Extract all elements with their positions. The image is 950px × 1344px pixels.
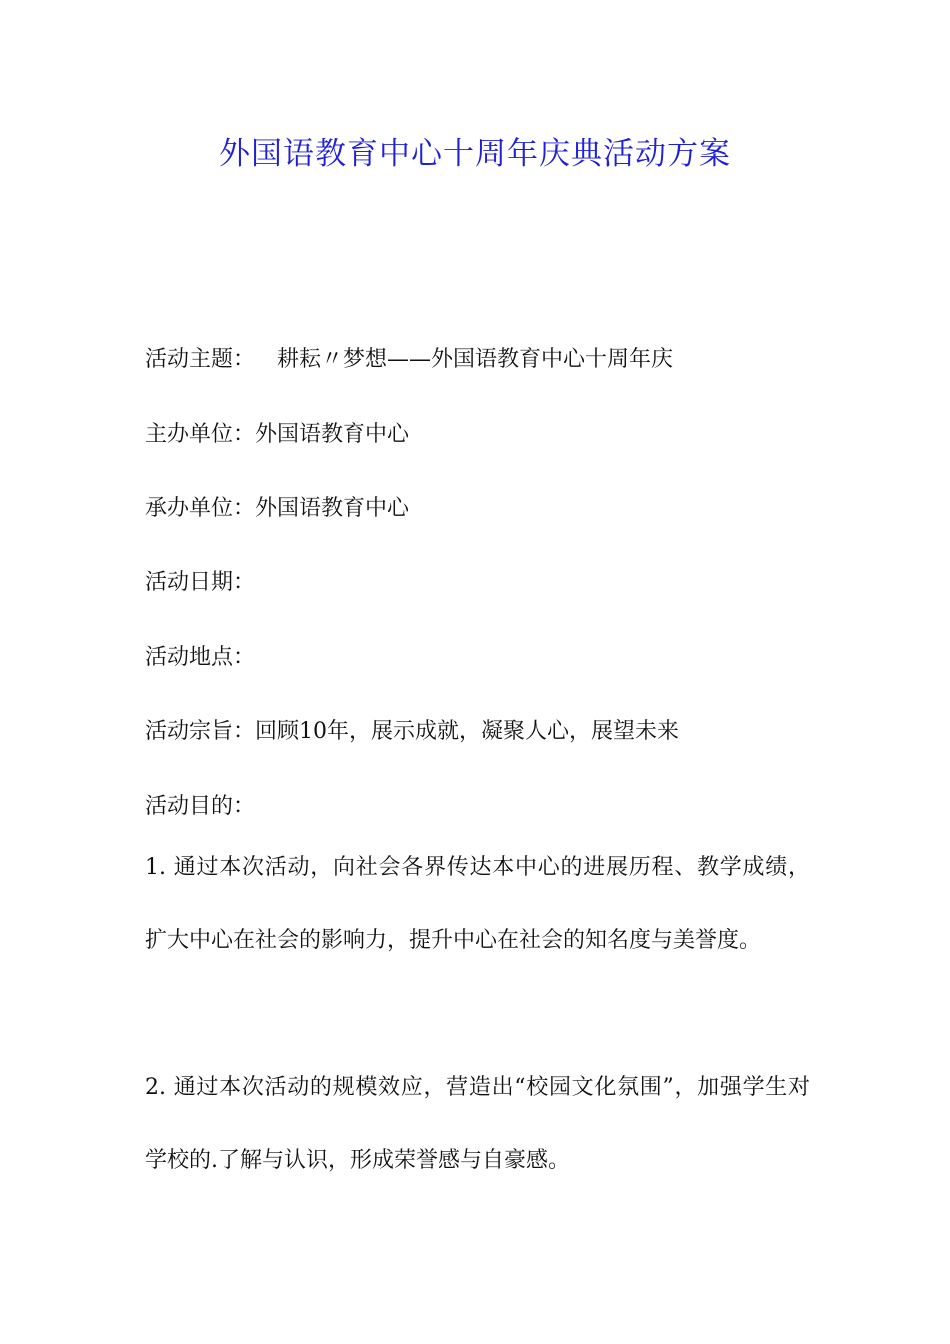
date-line: 活动日期： <box>145 570 256 595</box>
goal-item-1: 1. 通过本次活动，向社会各界传达本中心的进展历程、教学成绩，扩大中心在社会的影响力，提升中心在社会的知名度与美誉度。 <box>145 855 810 953</box>
goals-label: 活动目的： <box>145 794 256 819</box>
host-line: 主办单位：外国语教育中心 <box>145 422 410 447</box>
theme-line <box>145 345 810 375</box>
organizer-line: 承办单位：外国语教育中心 <box>145 496 410 521</box>
goal-item-2: 2. 通过本次活动的规模效应，营造出“校园文化氛围”，加强学生对学校的.了解与认识，形成荣誉感与自豪感。 <box>145 1075 810 1173</box>
document-title: 外国语教育中心十周年庆典活动方案 <box>219 136 731 172</box>
theme-value: 耕耘〃梦想——外国语教育中心十周年庆 <box>277 347 674 372</box>
purpose-line: 活动宗旨：回顾10年，展示成就，凝聚人心，展望未来 <box>145 719 679 744</box>
venue-line: 活动地点： <box>145 645 256 670</box>
theme-label: 活动主题： <box>145 347 256 372</box>
